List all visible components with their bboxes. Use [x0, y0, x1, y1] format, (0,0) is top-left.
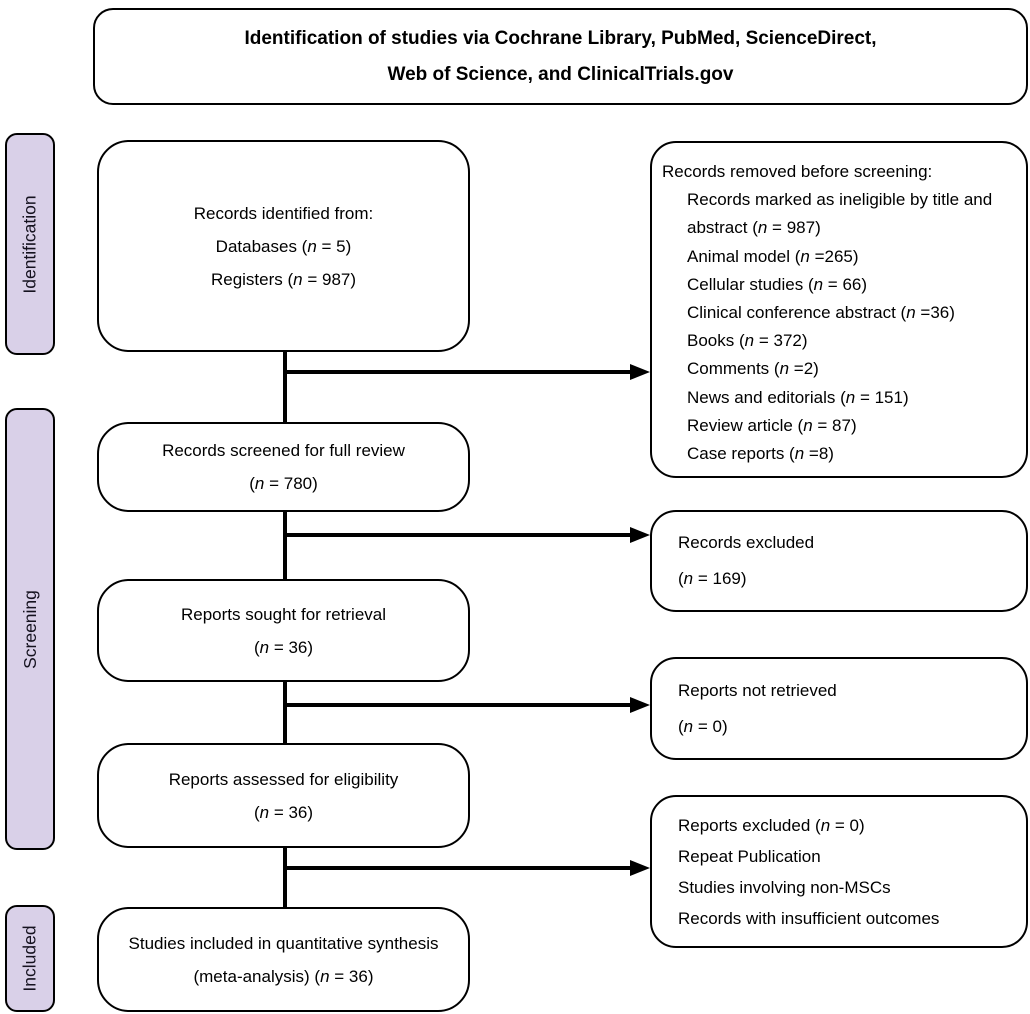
box-studies-included — [97, 907, 470, 1012]
box-line: Studies involving non-MSCs — [678, 877, 891, 897]
box-reports-not-retrieved — [650, 657, 1028, 760]
connector-line — [285, 533, 631, 537]
connector-line — [285, 866, 631, 870]
excluded-item: Review article (n = 87) — [687, 415, 857, 435]
box-line: Records identified from: — [193, 203, 374, 223]
excluded-item: News and editorials (n = 151) — [687, 387, 909, 407]
box-reports-excluded — [650, 795, 1028, 948]
excluded-item: Animal model (n =265) — [687, 246, 859, 266]
box-line: (n = 36) — [253, 637, 314, 657]
connector-line — [283, 682, 287, 743]
stage-included — [5, 905, 55, 1012]
box-heading: Records removed before screening: — [662, 162, 933, 181]
title-line-1: Identification of studies via Cochrane Library, PubMed, ScienceDirect, — [244, 27, 877, 49]
box-line: (n = 780) — [249, 474, 318, 493]
connector-line — [283, 352, 287, 422]
box-records-excluded — [650, 510, 1028, 612]
box-line: Reports not retrieved — [678, 680, 837, 700]
box-line: Studies included in quantitative synthesis — [128, 933, 439, 953]
box-line: Records screened for full review — [162, 441, 405, 460]
box-line: Records with insufficient outcomes — [678, 908, 940, 928]
stage-identification-label: Identification — [19, 194, 40, 294]
stage-screening-label: Screening — [19, 589, 40, 669]
excluded-item: Records marked as ineligible by title and abstract (n = 987) — [687, 190, 993, 238]
box-records-screened — [97, 422, 470, 512]
connector-line — [283, 512, 287, 579]
box-line: Records excluded — [678, 533, 815, 552]
stage-included-label: Included — [19, 925, 40, 992]
box-records-removed — [650, 141, 1028, 478]
box-line: Registers (n = 987) — [210, 269, 357, 289]
arrow-head-icon — [630, 527, 650, 543]
connector-line — [283, 848, 287, 907]
box-line: (n = 169) — [678, 569, 747, 588]
box-line: Reports sought for retrieval — [180, 604, 387, 624]
box-line: Databases (n = 5) — [215, 236, 352, 256]
box-reports-assessed — [97, 743, 470, 848]
box-line: (n = 36) — [253, 802, 314, 822]
box-line: (meta-analysis) (n = 36) — [193, 966, 374, 986]
arrow-head-icon — [630, 860, 650, 876]
arrow-head-icon — [630, 697, 650, 713]
excluded-item: Cellular studies (n = 66) — [687, 274, 868, 294]
arrow-head-icon — [630, 364, 650, 380]
title-line-2: Web of Science, and ClinicalTrials.gov — [387, 63, 734, 85]
excluded-item: Clinical conference abstract (n =36) — [687, 303, 955, 323]
connector-line — [285, 370, 631, 374]
box-line: Repeat Publication — [678, 846, 821, 866]
title-box — [93, 8, 1028, 105]
stage-screening — [5, 408, 55, 850]
box-line: (n = 0) — [678, 716, 728, 736]
excluded-item: Comments (n =2) — [687, 359, 819, 379]
excluded-item: Books (n = 372) — [687, 331, 808, 351]
stage-identification — [5, 133, 55, 355]
box-records-identified — [97, 140, 470, 352]
box-reports-sought — [97, 579, 470, 682]
box-line: Reports assessed for eligibility — [168, 769, 399, 789]
box-line: Reports excluded (n = 0) — [678, 815, 865, 835]
connector-line — [285, 703, 631, 707]
excluded-item: Case reports (n =8) — [687, 444, 834, 464]
